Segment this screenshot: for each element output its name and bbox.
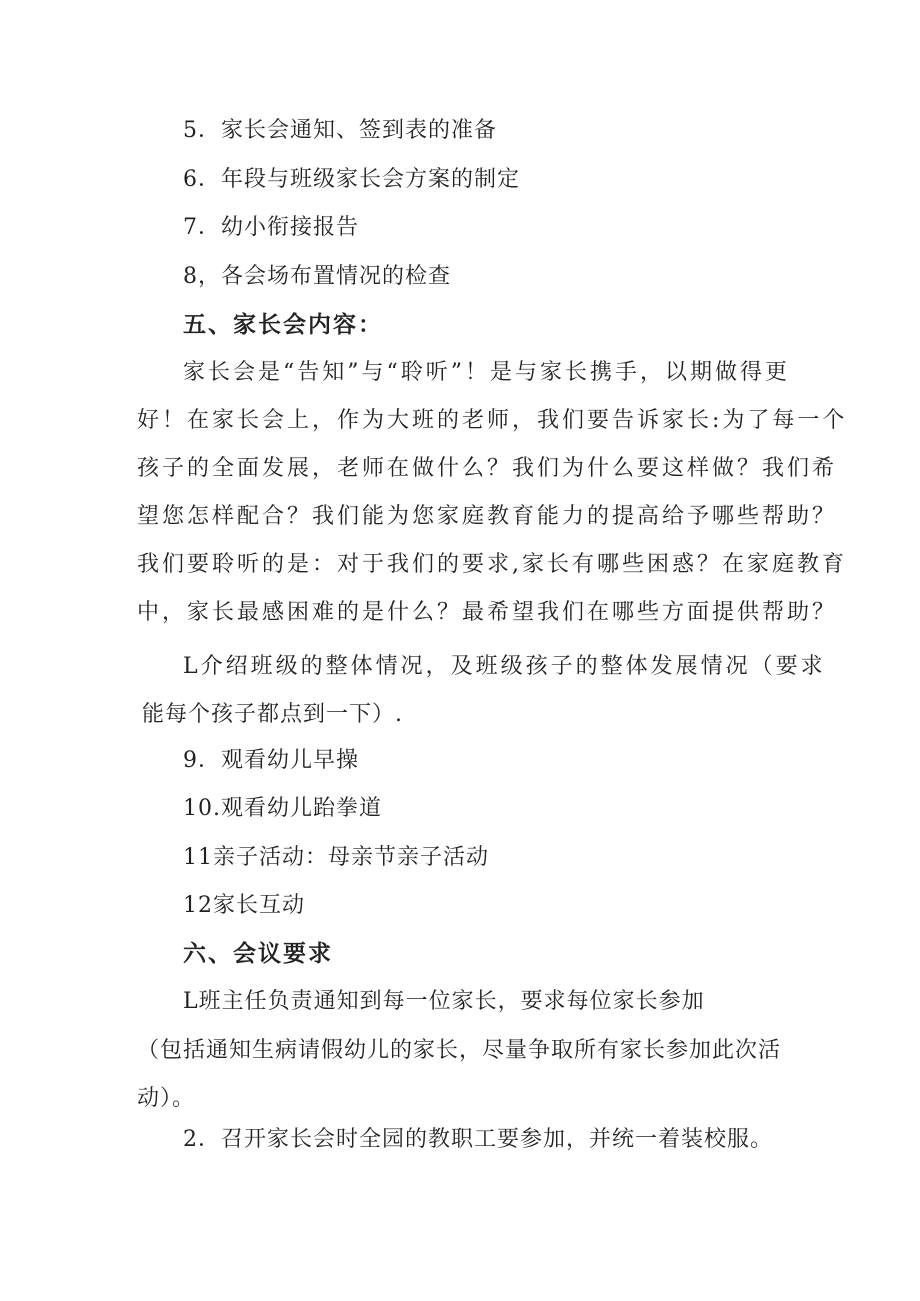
paragraph-line: 好！在家长会上，作为大班的老师，我们要告诉家长:为了每一个	[137, 408, 848, 433]
list-item-7: 7．幼小衔接报告	[183, 215, 359, 240]
list-item-12: 12家长互动	[183, 893, 305, 918]
section-heading-6: 六、会议要求	[183, 941, 333, 967]
paragraph-line: 2．召开家长会时全园的教职工要参加，并统一着装校服。	[183, 1127, 773, 1152]
paragraph-line: 动）。	[137, 1086, 196, 1111]
list-item-10: 10.观看幼儿跆拳道	[183, 796, 382, 821]
section-heading-5: 五、家长会内容：	[183, 312, 383, 338]
paragraph-line: L班主任负责通知到每一位家长，要求每位家长参加	[183, 989, 705, 1014]
list-item-9: 9．观看幼儿早操	[183, 748, 359, 773]
list-item-11: 11亲子活动：母亲节亲子活动	[183, 845, 489, 870]
paragraph-line: （包括通知生病请假幼儿的家长，尽量争取所有家长参加此次活	[137, 1038, 782, 1063]
paragraph-line: 我们要聆听的是：对于我们的要求,家长有哪些困惑？在家庭教育	[137, 552, 847, 577]
paragraph-line: 孩子的全面发展，老师在做什么？我们为什么要这样做？我们希	[137, 456, 838, 481]
paragraph-line: L介绍班级的整体情况，及班级孩子的整体发展情况（要求	[183, 654, 826, 679]
paragraph-line: 中，家长最感困难的是什么？最希望我们在哪些方面提供帮助？	[137, 600, 838, 625]
paragraph-line: 能每个孩子都点到一下）.	[142, 702, 403, 727]
list-item-5: 5．家长会通知、签到表的准备	[183, 118, 497, 143]
list-item-8: 8，各会场布置情况的检查	[183, 264, 451, 289]
paragraph-line: 家长会是“告知”与“聆听”！是与家长携手，以期做得更	[183, 360, 790, 385]
paragraph-line: 望您怎样配合？我们能为您家庭教育能力的提高给予哪些帮助？	[137, 504, 838, 529]
list-item-6: 6．年段与班级家长会方案的制定	[183, 167, 520, 192]
